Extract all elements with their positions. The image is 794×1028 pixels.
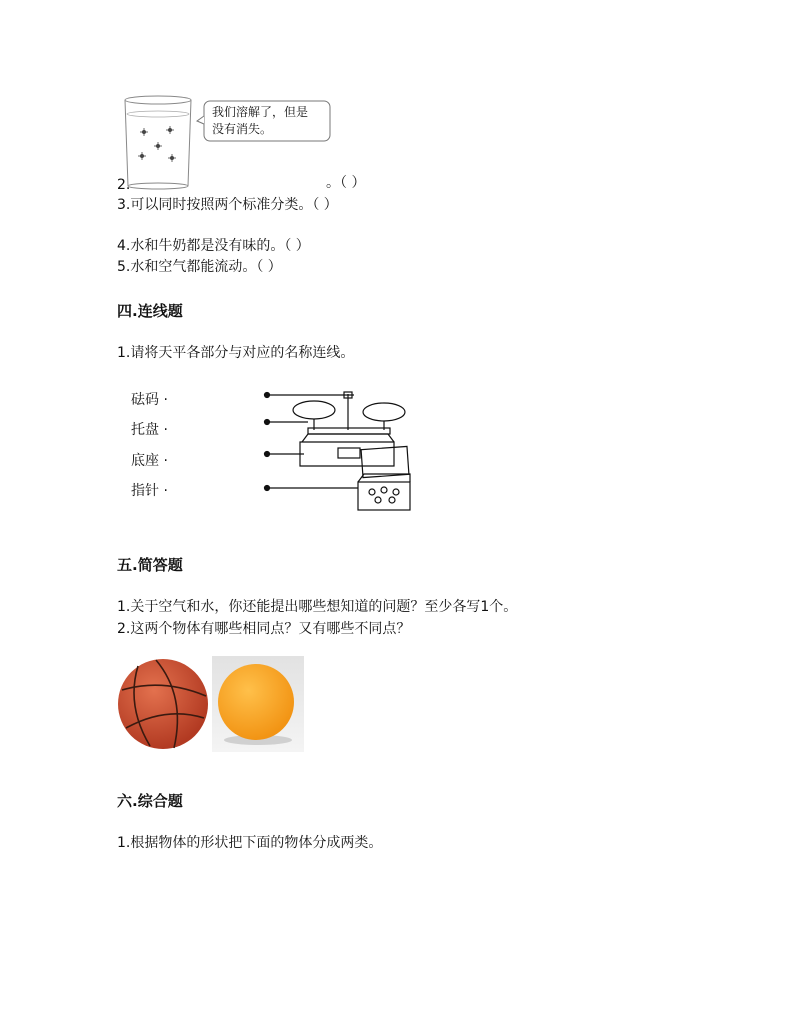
section-6-title: 六.综合题 <box>117 792 183 810</box>
balance-scale-illustration <box>262 384 414 512</box>
section-4-title: 四.连线题 <box>117 302 183 320</box>
bubble-text <box>212 104 308 138</box>
section-5-question-1: 1.关于空气和水，你还能提出哪些想知道的问题？至少各写1个。 <box>117 599 518 615</box>
pingpong-ball-image <box>212 656 304 752</box>
bubble-line-2: 没有消失。 <box>212 122 273 136</box>
q2-number: 2. <box>117 177 131 193</box>
particle-icons <box>140 128 174 160</box>
section-6-question-1: 1.根据物体的形状把下面的物体分成两类。 <box>117 835 383 851</box>
label-base: 底座 · <box>131 453 168 469</box>
section-5-title: 五.简答题 <box>117 556 183 574</box>
section-4-question-1: 1.请将天平各部分与对应的名称连线。 <box>117 345 355 361</box>
question-3: 3.可以同时按照两个标准分类。（ ） <box>117 197 338 213</box>
label-weights: 砝码 · <box>131 392 168 408</box>
question-4: 4.水和牛奶都是没有味的。（ ） <box>117 238 310 254</box>
label-pointer: 指针 · <box>131 483 168 499</box>
beaker-illustration <box>120 92 200 192</box>
section-5-question-2: 2.这两个物体有哪些相同点？又有哪些不同点？ <box>117 621 411 637</box>
label-tray: 托盘 · <box>131 422 168 438</box>
basketball-image <box>116 656 210 752</box>
bubble-line-1: 我们溶解了，但是 <box>212 105 309 119</box>
question-5: 5.水和空气都能流动。（ ） <box>117 259 282 275</box>
q2-end: 。（ ） <box>326 175 366 191</box>
